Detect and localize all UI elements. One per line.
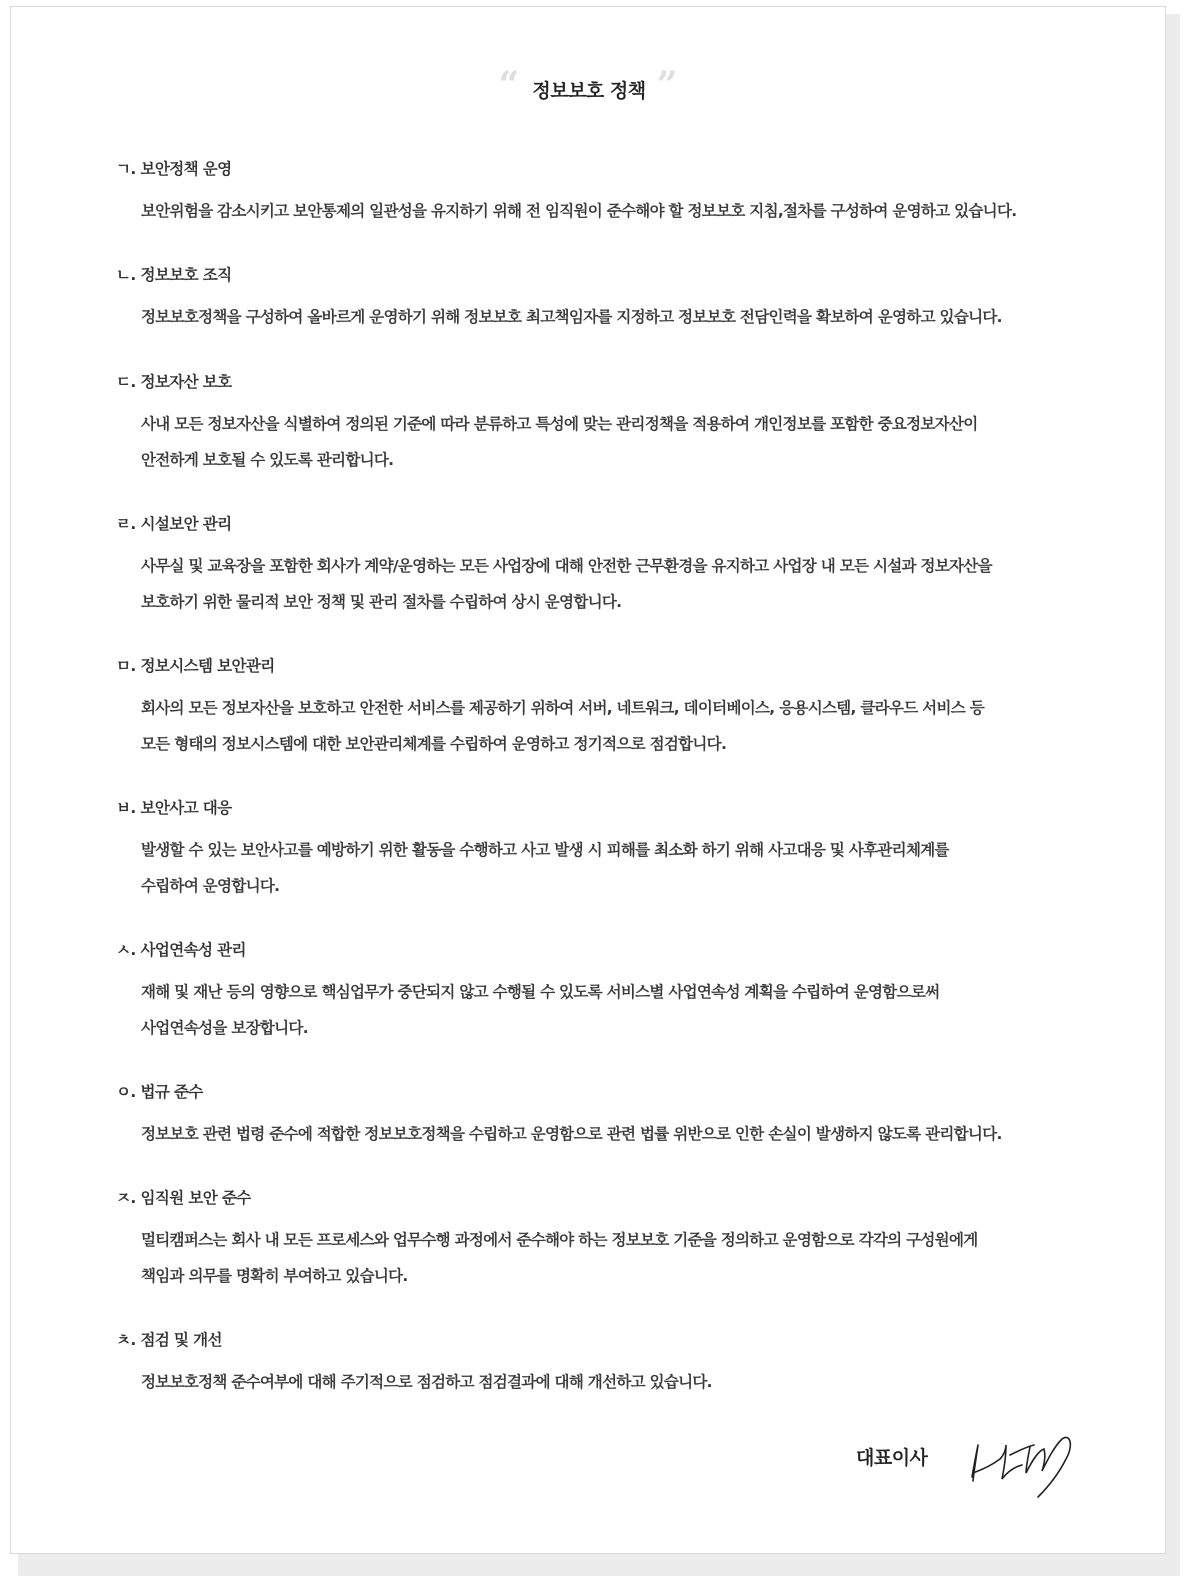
body-line: 보호하기 위한 물리적 보안 정책 및 관리 절차를 수립하여 상시 운영합니다. xyxy=(141,593,622,611)
section-body xyxy=(141,1116,1116,1152)
ceo-label: 대표이사 xyxy=(856,1447,928,1469)
section-heading: ㅁ. 정보시스템 보안관리 xyxy=(116,657,275,675)
section-body xyxy=(141,974,1116,1046)
body-line: 사무실 및 교육장을 포함한 회사가 계약/운영하는 모든 사업장에 대해 안전한 근무환경을 유지하고 사업장 내 모든 시설과 정보자산을 xyxy=(141,557,992,575)
section-heading: ㅇ. 법규 준수 xyxy=(116,1083,203,1101)
section-heading: ㅊ. 점검 및 개선 xyxy=(116,1331,222,1349)
body-line: 사내 모든 정보자산을 식별하여 정의된 기준에 따라 분류하고 특성에 맞는 관리정책을 적용하여 개인정보를 포함한 중요정보자산이 xyxy=(141,415,978,433)
section-heading: ㄹ. 시설보안 관리 xyxy=(116,515,232,533)
section-body xyxy=(141,299,1116,335)
body-line: 모든 형태의 정보시스템에 대한 보안관리체계를 수립하여 운영하고 정기적으로 점검합니다. xyxy=(141,735,727,753)
section-heading: ㅅ. 사업연속성 관리 xyxy=(116,941,246,959)
handwritten-signature-icon xyxy=(966,1425,1076,1500)
section-heading: ㄴ. 정보보호 조직 xyxy=(116,266,232,284)
section-heading: ㅂ. 보안사고 대응 xyxy=(116,799,232,817)
body-line: 안전하게 보호될 수 있도록 관리합니다. xyxy=(141,451,394,469)
document-title xyxy=(11,64,1165,111)
section-incident-response xyxy=(116,796,1116,904)
signature-block xyxy=(856,1425,1096,1505)
section-inspection-improvement xyxy=(116,1328,1116,1400)
body-line: 정보보호정책을 구성하여 올바르게 운영하기 위해 정보보호 최고책임자를 지정하고 정보보호 전담인력을 확보하여 운영하고 있습니다. xyxy=(141,308,1002,326)
body-line: 수립하여 운영합니다. xyxy=(141,877,280,895)
section-body xyxy=(141,832,1116,904)
section-heading: ㅈ. 임직원 보안 준수 xyxy=(116,1189,251,1207)
open-quote-icon: “ xyxy=(498,64,520,106)
section-system-security xyxy=(116,654,1116,762)
section-heading: ㄷ. 정보자산 보호 xyxy=(116,373,232,391)
section-body xyxy=(141,406,1116,478)
section-asset-protection xyxy=(116,370,1116,478)
section-security-organization xyxy=(116,263,1116,335)
section-facility-security xyxy=(116,512,1116,620)
section-legal-compliance xyxy=(116,1080,1116,1152)
section-body xyxy=(141,1222,1116,1294)
section-body xyxy=(141,548,1116,620)
body-line: 발생할 수 있는 보안사고를 예방하기 위한 활동을 수행하고 사고 발생 시 피해를 최소화 하기 위해 사고대응 및 사후관리체계를 xyxy=(141,841,949,859)
body-line: 회사의 모든 정보자산을 보호하고 안전한 서비스를 제공하기 위하여 서버, 네트워크, 데이터베이스, 응용시스템, 클라우드 서비스 등 xyxy=(141,699,984,717)
section-security-policy xyxy=(116,157,1116,229)
section-employee-compliance xyxy=(116,1186,1116,1294)
close-quote-icon: ” xyxy=(656,64,678,106)
body-line: 사업연속성을 보장합니다. xyxy=(141,1019,308,1037)
body-line: 보안위험을 감소시키고 보안통제의 일관성을 유지하기 위해 전 임직원이 준수해야 할 정보보호 지침,절차를 구성하여 운영하고 있습니다. xyxy=(141,202,1017,220)
section-body xyxy=(141,193,1116,229)
body-line: 멀티캠퍼스는 회사 내 모든 프로세스와 업무수행 과정에서 준수해야 하는 정보보호 기준을 정의하고 운영함으로 각각의 구성원에게 xyxy=(141,1231,978,1249)
section-body xyxy=(141,1364,1116,1400)
section-heading: ㄱ. 보안정책 운영 xyxy=(116,160,232,178)
policy-document xyxy=(10,6,1166,1554)
body-line: 책임과 의무를 명확히 부여하고 있습니다. xyxy=(141,1267,408,1285)
section-body xyxy=(141,690,1116,762)
body-line: 정보보호 관련 법령 준수에 적합한 정보보호정책을 수립하고 운영함으로 관련 법률 위반으로 인한 손실이 발생하지 않도록 관리합니다. xyxy=(141,1125,1002,1143)
body-line: 재해 및 재난 등의 영향으로 핵심업무가 중단되지 않고 수행될 수 있도록 서비스별 사업연속성 계획을 수립하여 운영함으로써 xyxy=(141,983,940,1001)
section-business-continuity xyxy=(116,938,1116,1046)
body-line: 정보보호정책 준수여부에 대해 주기적으로 점검하고 점검결과에 대해 개선하고 있습니다. xyxy=(141,1373,712,1391)
page-title: 정보보호 정책 xyxy=(532,80,646,102)
